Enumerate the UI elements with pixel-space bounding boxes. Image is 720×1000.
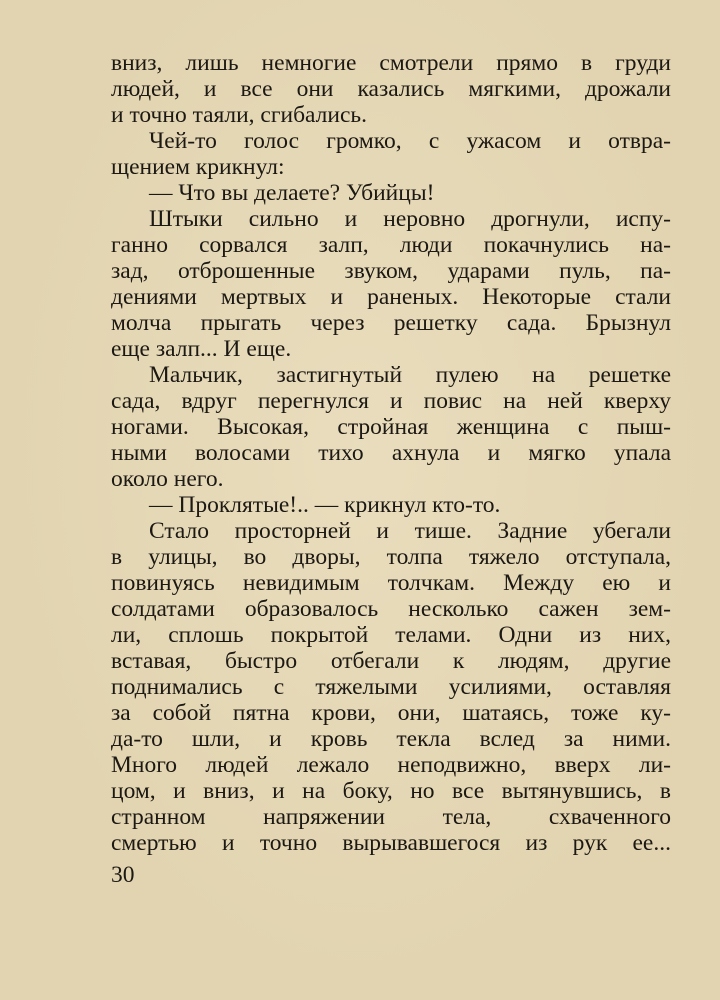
text-line: зад, отброшенные звуком, ударами пуль, па- [111, 258, 671, 284]
text-line: ногами. Высокая, стройная женщина с пыш- [111, 414, 671, 440]
text-line: Мальчик, застигнутый пулею на решетке [149, 362, 671, 388]
text-line: повинуясь невидимым толчкам. Между ею и [111, 570, 671, 596]
text-line: около него. [111, 466, 224, 492]
text-line: Штыки сильно и неровно дрогнули, испу- [149, 206, 671, 232]
text-line: молча прыгать через решетку сада. Брызнул [111, 310, 671, 336]
text-line: ганно сорвался залп, люди покачнулись на- [111, 232, 671, 258]
text-line: поднимались с тяжелыми усилиями, оставляя [111, 674, 671, 700]
text-line: — Проклятые!.. — крикнул кто-то. [149, 492, 501, 518]
text-line: цом, и вниз, и на боку, но все вытянувшись, в [111, 778, 671, 804]
text-line: Чей-то голос громко, с ужасом и отвра- [149, 128, 671, 154]
text-line: вниз, лишь немногие смотрели прямо в груди [111, 50, 671, 76]
text-line: ли, сплошь покрытой телами. Одни из них, [111, 622, 671, 648]
text-line: солдатами образовалось несколько сажен зем- [111, 596, 671, 622]
text-line: смертью и точно вырывавшегося из рук ее... [111, 830, 671, 856]
text-line: ными волосами тихо ахнула и мягко упала [111, 440, 671, 466]
text-line: дениями мертвых и раненых. Некоторые стали [111, 284, 671, 310]
text-line: в улицы, во дворы, толпа тяжело отступала, [111, 544, 671, 570]
text-line: щением крикнул: [111, 154, 285, 180]
text-line: Стало просторней и тише. Задние убегали [149, 518, 671, 544]
text-line: вставая, быстро отбегали к людям, другие [111, 648, 671, 674]
text-line: сада, вдруг перегнулся и повис на ней кверху [111, 388, 671, 414]
text-line: да-то шли, и кровь текла вслед за ними. [111, 726, 671, 752]
text-line: еще залп... И еще. [111, 336, 292, 362]
text-line: людей, и все они казались мягкими, дрожали [111, 76, 671, 102]
text-line: за собой пятна крови, они, шатаясь, тоже ку- [111, 700, 671, 726]
page-number: 30 [111, 862, 135, 888]
text-line: и точно таяли, сгибались. [111, 102, 367, 128]
text-line: — Что вы делаете? Убийцы! [149, 180, 435, 206]
body-text [111, 50, 671, 856]
text-line: Много людей лежало неподвижно, вверх ли- [111, 752, 671, 778]
text-line: странном напряжении тела, схваченного [111, 804, 671, 830]
